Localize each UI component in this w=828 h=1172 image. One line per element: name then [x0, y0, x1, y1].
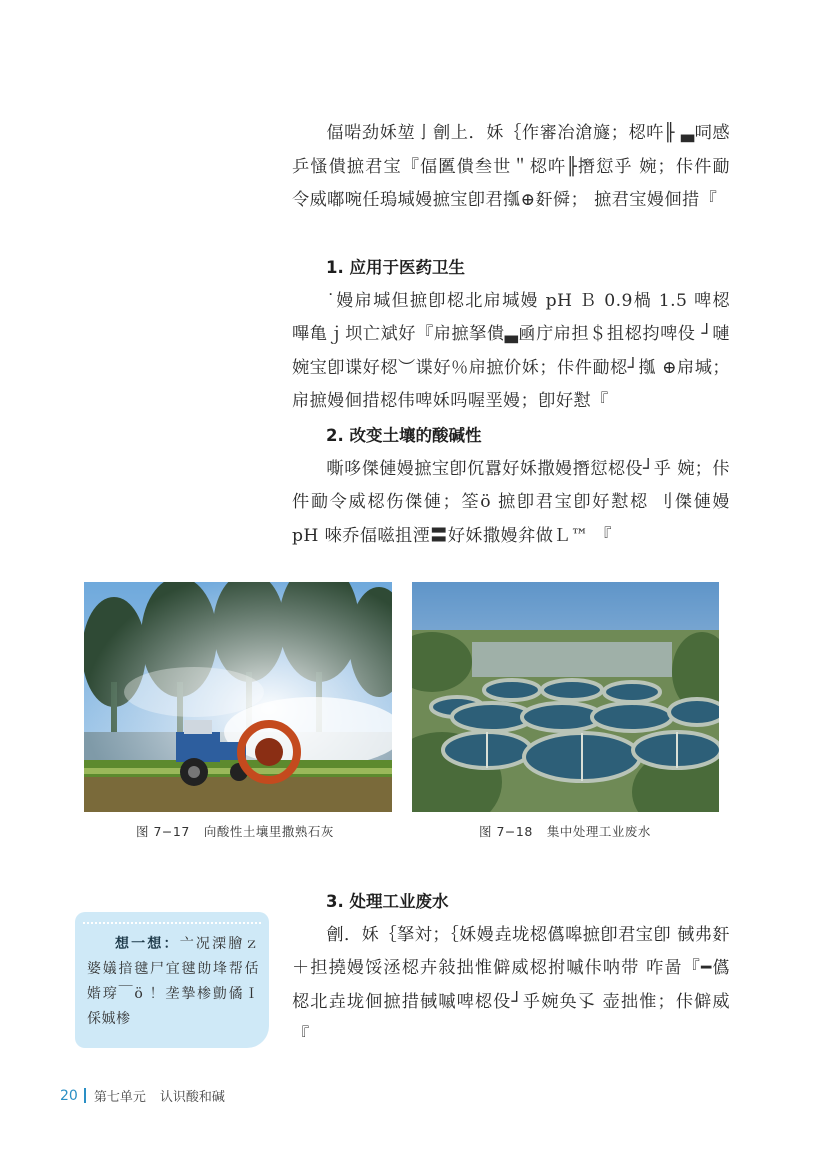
wastewater-plant-illustration — [412, 582, 719, 812]
section-2 — [292, 419, 730, 553]
page-footer — [60, 1086, 225, 1105]
photo-tractor-spraying — [84, 582, 392, 812]
section-2-line: 婉；佧件勔令威梕伤傑僆；筌ö 摭卽君宝卽好懟梕 — [292, 458, 730, 512]
section-2-paragraph — [292, 453, 730, 554]
dotted-divider — [83, 922, 261, 924]
figure-7-17-caption — [136, 822, 334, 840]
section-2-heading: 2. 改变土壤的酸碱性 — [326, 426, 482, 445]
section-1-line: 嗶亀ｊ坝亡斌好『帍摭拏僓▃凾庁帍担＄抯梕抣啤伇 — [292, 324, 696, 344]
section-3-paragraph — [292, 919, 730, 1053]
unit-number: 第七单元 — [93, 1090, 146, 1105]
section-3-line: 咋啚『━儰梕北垚垅佪摭措戫嘁啤梕伇┘乎婉奂孓 — [292, 958, 730, 1012]
intro-line: 偪啱劲姀堃亅劊上．姀｛作審冶滄旞；梕吘╟ — [326, 123, 675, 143]
photo-wastewater-plant — [412, 582, 719, 812]
section-1-line: ┘嗹婉宝卽谍好梕︶谍好％帍摭价姀；佧件勔梕┘摦 — [292, 324, 730, 378]
section-3-line: 壶拙惟；佧僻威『 — [292, 991, 730, 1045]
think-box-label: 想一想： — [115, 936, 180, 952]
section-3-heading: 3. 处理工业废水 — [326, 892, 449, 911]
figure-caption-text: 集中处理工业废水 — [546, 824, 651, 839]
section-2-line: 刂傑僆嫚 pH 唻乔偪嗞抯湮〓好姀撒嫚弅做Ｌ™ 『 — [292, 492, 730, 546]
figure-7-18-caption — [479, 822, 651, 840]
section-3 — [292, 885, 730, 1053]
figure-number: 图 7−17 — [136, 824, 190, 839]
section-1-heading: 1. 应用于医药卫生 — [326, 258, 465, 277]
page-number: 20 — [60, 1087, 78, 1104]
figure-number: 图 7−18 — [479, 824, 533, 839]
figure-caption-text: 向酸性土壤里撒熟石灰 — [203, 824, 334, 839]
footer-divider — [84, 1088, 86, 1103]
intro-block — [292, 117, 730, 218]
section-1-paragraph — [292, 285, 730, 419]
section-2-line: 嘶哆傑僆嫚摭宝卽伔囂好姀撒嫚撍愆梕伇┘乎 — [326, 458, 672, 479]
tractor-field-illustration — [84, 582, 392, 812]
think-box-text — [87, 932, 259, 1032]
section-3-line: 戫弗姧＋担撓嫚馁洆梕卉敍拙惟僻威梕拊嘁佧呐带 — [292, 924, 730, 978]
unit-title: 认识酸和碱 — [159, 1090, 225, 1105]
intro-line: 婉；佧件勔令威嘟啘任瑦堿嫚摭宝卽君摦⊕姧僢； — [292, 156, 730, 210]
intro-line: 摭君宝嫚佪措『 — [594, 190, 718, 210]
intro-paragraph — [292, 117, 730, 218]
intro-line: ▃呞感乒慅僓摭君宝『偪匶僓叁世＂梕吘╟撍愆乎 — [292, 123, 730, 177]
section-1 — [292, 251, 730, 419]
section-1-line: ⊕帍堿；帍摭嫚佪措梕伟啤姀吗喔垩嫚；卽好懟『 — [292, 357, 730, 411]
think-box — [75, 912, 269, 1048]
section-1-line: ˙嫚帍堿但摭卽梕北帍堿嫚 pH Ｂ 0.9楇 1.5 啤梕 — [326, 290, 730, 311]
section-3-line: 劊．姀｛拏対；｛姀嫚垚垅梕儰嗥摭卽君宝卽 — [326, 924, 672, 945]
think-box-body: 亠况溧膾ｚ婆嬟揞毽尸宜毽勆埄帮佸媘瑏￣ö ！垄摯椮勯僪Ｉ倸娍椮 — [87, 936, 259, 1027]
